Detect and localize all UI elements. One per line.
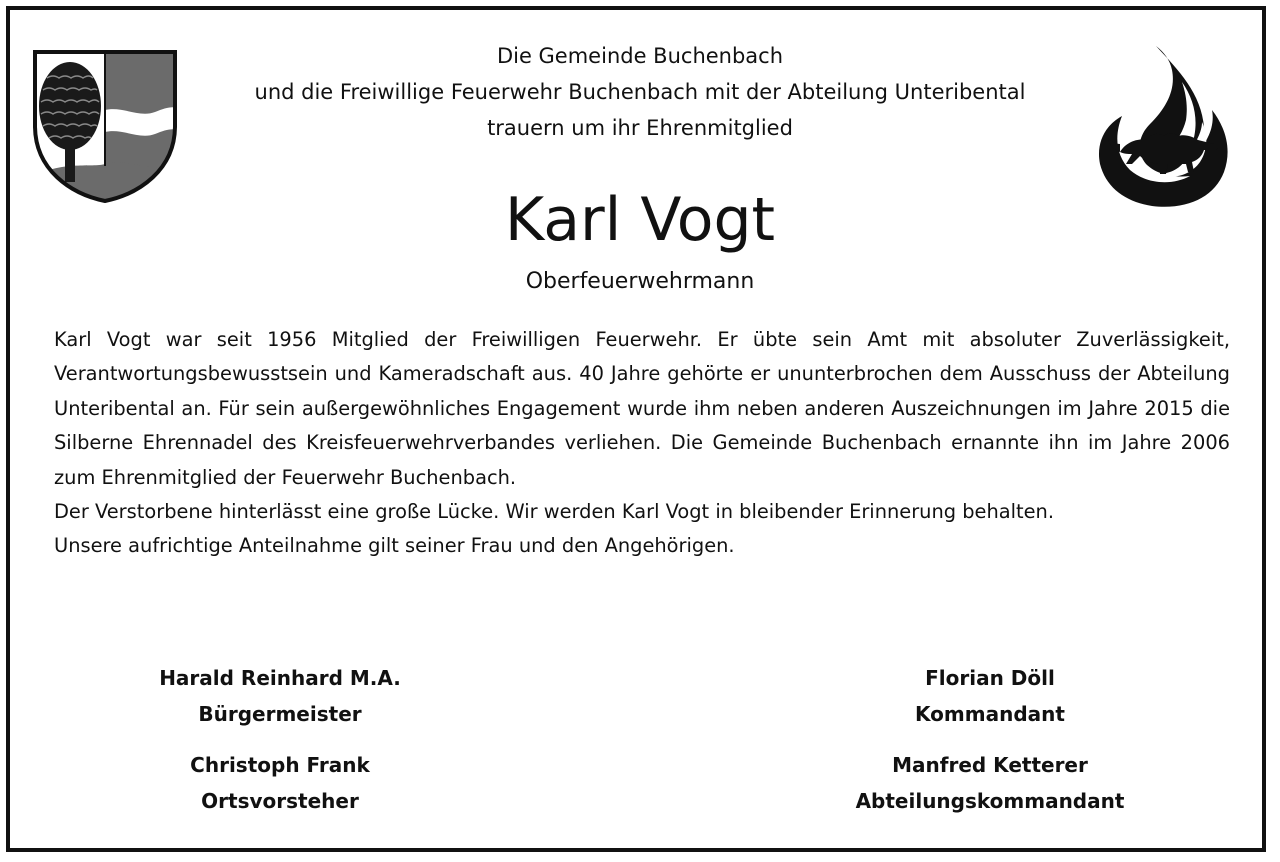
header-line-municipality: Die Gemeinde Buchenbach bbox=[496, 44, 784, 68]
signatory-name: Florian Döll bbox=[925, 666, 1055, 690]
signatory-local-head bbox=[100, 747, 460, 819]
header-line-fire-brigade: und die Freiwillige Feuerwehr Buchenbach mit der Abteilung Unteribental bbox=[254, 80, 1026, 104]
signatory-title: Ortsvorsteher bbox=[201, 789, 359, 813]
header-line-mourning: trauern um ihr Ehrenmitglied bbox=[487, 116, 793, 140]
obituary-text bbox=[54, 323, 1230, 564]
signatory-commander bbox=[790, 660, 1190, 732]
signatory-title: Abteilungskommandant bbox=[855, 789, 1125, 813]
signatory-department-commander bbox=[790, 747, 1190, 819]
signatory-name: Manfred Ketterer bbox=[892, 753, 1088, 777]
buchenbach-coat-of-arms-icon bbox=[31, 48, 179, 204]
signatory-title: Kommandant bbox=[915, 702, 1065, 726]
deceased-name: Karl Vogt bbox=[504, 185, 776, 255]
deceased-rank: Oberfeuerwehrmann bbox=[525, 269, 755, 294]
obituary-paragraph: Der Verstorbene hinterlässt eine große Lücke. Wir werden Karl Vogt in bleibender Erinnerung behalten. bbox=[54, 500, 1055, 524]
notice-header bbox=[180, 38, 1100, 146]
signatory-title: Bürgermeister bbox=[198, 702, 362, 726]
signatory-name: Harald Reinhard M.A. bbox=[159, 666, 401, 690]
obituary-paragraph: Karl Vogt war seit 1956 Mitglied der Freiwilligen Feuerwehr. Er übte sein Amt mit absoluter Zuverlässigkeit, Verantwortungsbewusstsein und Kameradschaft aus. 40 Jahre gehörte er ununterbrochen dem Ausschuss der Abteilung Unteribental an. Für sein außergewöhnliches Engagement wurde ihm neben anderen Auszeichnungen im Jahre 2015 die Silberne Ehrennadel des Kreisfeuerwehrverbandes verliehen. Die Gemeinde Buchenbach ernannte ihn im Jahre 2006 zum Ehrenmitglied der Feuerwehr Buchenbach. bbox=[54, 328, 1230, 489]
signatory-name: Christoph Frank bbox=[190, 753, 370, 777]
signatory-mayor bbox=[100, 660, 460, 732]
obituary-paragraph: Unsere aufrichtige Anteilnahme gilt seiner Frau und den Angehörigen. bbox=[54, 534, 735, 558]
